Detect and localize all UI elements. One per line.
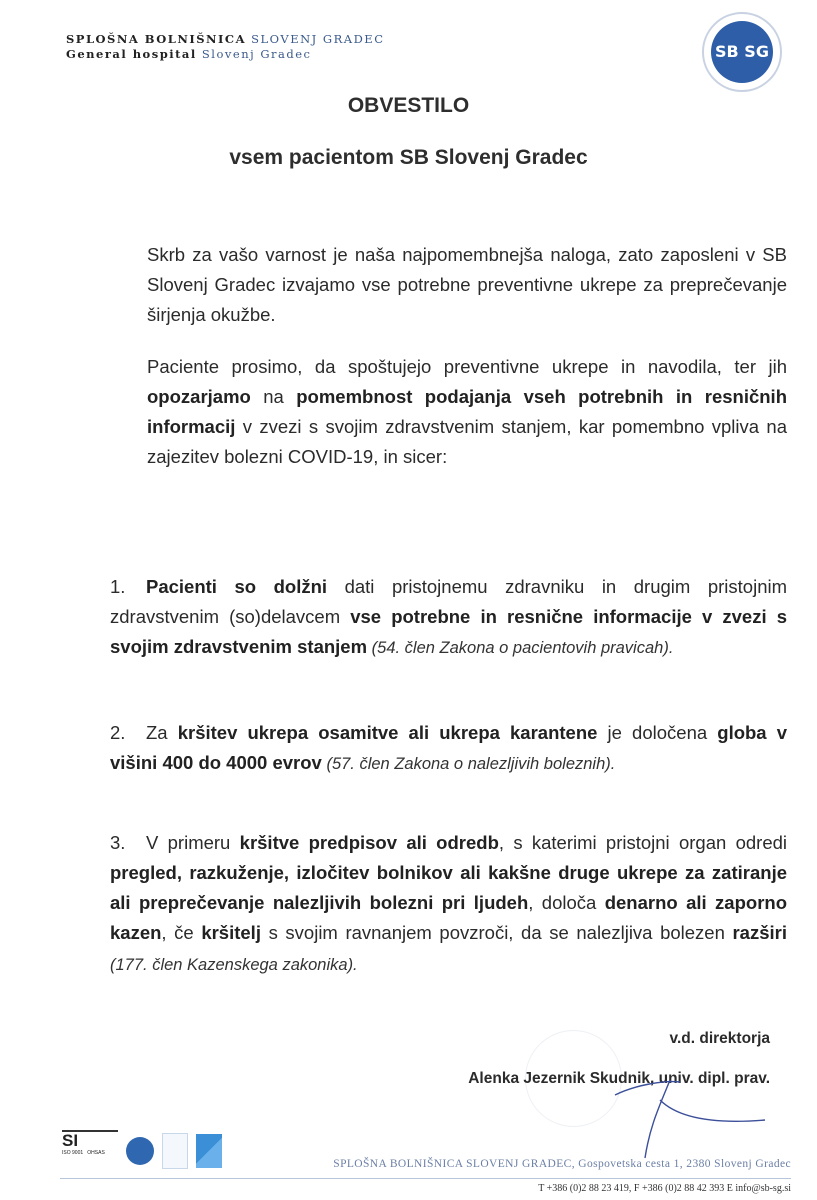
accreditation-seal-icon xyxy=(126,1137,154,1165)
emphasis: opozarjamo xyxy=(147,386,251,407)
footer-contact: T +386 (0)2 88 23 419, F +386 (0)2 88 42 393 E info@sb-sg.si xyxy=(538,1183,791,1194)
request-paragraph xyxy=(147,352,787,472)
baby-friendly-logo-icon xyxy=(162,1133,188,1169)
logo-mark: SB SG xyxy=(711,21,773,83)
intro-paragraph: Skrb za vašo varnost je naša najpomembnejša naloga, zato zaposleni v SB Slovenj Gradec izvajamo vse potrebne preventivne ukrepe za preprečevanje širjenja okužbe. xyxy=(147,244,787,325)
law-reference: (57. člen Zakona o nalezljivih boleznih). xyxy=(321,755,616,773)
text: , če xyxy=(161,922,202,943)
text: Paciente prosimo, da spoštujejo preventivne ukrepe in navodila, ter jih xyxy=(147,356,787,377)
list-number: 2. xyxy=(110,722,126,743)
emphasis: globa v višini 400 do 4000 evrov xyxy=(110,722,787,773)
list-item xyxy=(110,718,787,779)
signatory-name: Alenka Jezernik Skudnik, univ. dipl. prav. xyxy=(468,1070,770,1087)
law-reference: (54. člen Zakona o pacientovih pravicah). xyxy=(367,639,674,657)
list-number: 1. xyxy=(110,576,126,597)
health-network-logo-icon xyxy=(196,1134,222,1168)
emphasis: pomembnost podajanja vseh potrebnih in resničnih informacij xyxy=(147,386,787,437)
org-name-bold: SPLOŠNA BOLNIŠNICA xyxy=(66,32,246,46)
list-text xyxy=(110,572,787,663)
text: v zvezi s svojim zdravstvenim stanjem, kar pomembno vpliva na zajezitev bolezni COVID-19, in sicer: xyxy=(147,416,787,467)
text: je določena xyxy=(597,722,718,743)
text: , določa xyxy=(528,892,605,913)
org-name-en-bold: General hospital xyxy=(66,47,197,61)
handwritten-signature-icon xyxy=(605,1080,775,1160)
list-item xyxy=(110,828,787,980)
document-subtitle: vsem pacientom SB Slovenj Gradec xyxy=(229,146,588,169)
emphasis: razširi xyxy=(732,922,787,943)
text: dati pristojnemu zdravniku in drugim pristojnim zdravstvenim (so)delavcem xyxy=(110,576,787,627)
emphasis: kršitelj xyxy=(201,922,261,943)
emphasis: kršitev ukrepa osamitve ali ukrepa karantene xyxy=(177,722,598,743)
footer-divider xyxy=(60,1178,791,1179)
iso-certification-logo: SI ISO 9001 OHSAS xyxy=(62,1130,118,1172)
list-item xyxy=(110,572,787,663)
signatory-role: v.d. direktorja xyxy=(669,1030,770,1047)
org-name-rest: SLOVENJ GRADEC xyxy=(251,32,385,46)
certification-logos xyxy=(62,1130,222,1172)
emphasis: denarno ali zaporno kazen xyxy=(110,892,787,943)
text: na xyxy=(250,386,297,407)
list-text xyxy=(110,718,787,779)
footer-address: SPLOŠNA BOLNIŠNICA SLOVENJ GRADEC, Gospovetska cesta 1, 2380 Slovenj Gradec xyxy=(333,1158,791,1170)
emphasis: vse potrebne in resnične informacije v zvezi s svojim zdravstvenim stanjem xyxy=(110,606,788,657)
text: s svojim ravnanjem povzroči, da se nalezljiva bolezen xyxy=(260,922,733,943)
document-title: OBVESTILO xyxy=(347,94,470,117)
emphasis: pregled, razkuženje, izločitev bolnikov ali kakšne druge ukrepe za zatiranje ali preprečevanje nalezljivih bolezni pri ljudeh xyxy=(110,862,787,913)
cert-logo-text: SI xyxy=(62,1131,79,1150)
law-reference: (177. člen Kazenskega zakonika). xyxy=(110,956,358,974)
hospital-logo-icon xyxy=(702,12,782,92)
text: V primeru xyxy=(146,832,240,853)
emphasis: kršitve predpisov ali odredb xyxy=(239,832,499,853)
letterhead-slovene xyxy=(66,32,385,47)
list-text xyxy=(110,828,787,980)
org-name-en-rest: Slovenj Gradec xyxy=(201,47,312,61)
list-number: 3. xyxy=(110,832,126,853)
emphasis: Pacienti so dolžni xyxy=(146,576,328,597)
text: , s katerimi pristojni organ odredi xyxy=(498,832,788,853)
text: Za xyxy=(146,722,178,743)
letterhead xyxy=(66,32,385,62)
letterhead-english xyxy=(66,47,385,62)
